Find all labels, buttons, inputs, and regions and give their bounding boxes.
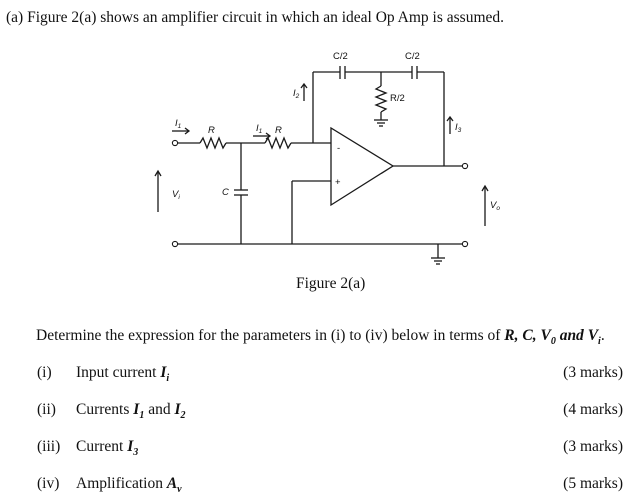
label-ii: $I_1$ [175, 118, 182, 130]
item-1-number: (i) [37, 364, 52, 381]
item-3-number: (iii) [37, 438, 61, 455]
figure-caption: Figure 2(a) [296, 275, 366, 292]
resistor-r1 [200, 138, 226, 148]
question-prompt: Determine the expression for the parameters in (i) to (iv) below in terms of R, C, $V_0$ and $V_i$. [36, 327, 605, 348]
item-4-text: Amplification $A_v$ [76, 475, 182, 496]
item-2-text: Currents $I_1$ and $I_2$ [76, 401, 186, 422]
item-1-marks: (3 marks) [563, 364, 623, 381]
resistor-r-half [376, 86, 386, 112]
op-amp-symbol [331, 128, 393, 205]
label-c: C [222, 187, 229, 198]
item-3-marks: (3 marks) [563, 438, 623, 455]
output-terminal-top [462, 163, 467, 168]
op-amp-minus: - [337, 143, 341, 154]
label-i1: $I_1$ [256, 123, 263, 135]
item-2-number: (ii) [37, 401, 56, 418]
intro-sentence: Figure 2(a) shows an amplifier circuit in which an ideal Op Amp is assumed. [27, 9, 505, 26]
label-r-half: R/2 [390, 93, 405, 104]
input-terminal-top [172, 140, 177, 145]
question-vars: R, C, V [504, 327, 551, 344]
item-3-text: Current $I_3$ [76, 438, 139, 459]
item-2-marks: (4 marks) [563, 401, 623, 418]
intro-part-label: (a) [6, 9, 24, 26]
label-i2: $I_2$ [293, 88, 300, 100]
item-1-text: Input current $I_i$ [76, 364, 170, 385]
resistor-r2 [265, 138, 291, 148]
output-terminal-bottom [462, 241, 467, 246]
label-i3: $I_3$ [455, 122, 462, 134]
item-4-marks: (5 marks) [563, 475, 623, 492]
op-amp-plus: + [335, 177, 341, 188]
label-c-half-1: C/2 [333, 51, 348, 62]
label-r1: R [208, 125, 215, 136]
label-r2: R [275, 125, 282, 136]
label-vi: $V_i$ [172, 189, 180, 201]
label-c-half-2: C/2 [405, 51, 420, 62]
input-terminal-bottom [172, 241, 177, 246]
label-vo: $V_o$ [490, 200, 500, 212]
question-prefix: Determine the expression for the parameters in (i) to (iv) below in terms of [36, 327, 505, 344]
item-4-number: (iv) [37, 475, 60, 492]
